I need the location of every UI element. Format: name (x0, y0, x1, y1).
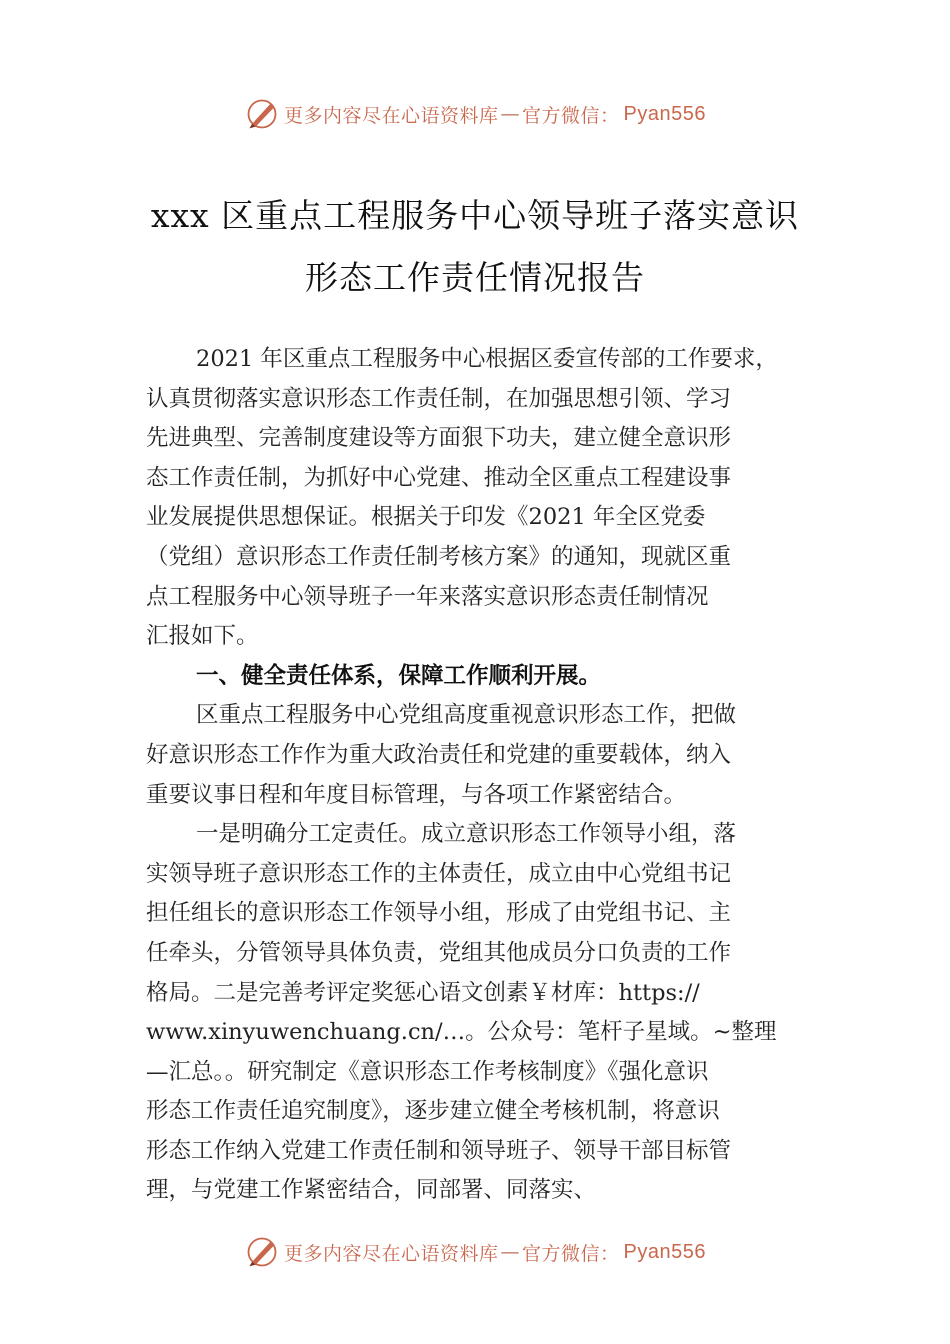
body-line: www.xinyuwenchuang.cn/…。公众号：笔杆子星域。~整理 (146, 1019, 777, 1046)
body-line: 点工程服务中心领导班子一年来落实意识形态责任制情况 (146, 583, 709, 610)
document-title-line-1: xxx 区重点工程服务中心领导班子落实意识 (150, 196, 800, 235)
banner-separator: — (500, 1241, 521, 1263)
banner-wechat-label: 官方微信： (522, 104, 620, 127)
banner-handle: Pyan556 (623, 102, 706, 125)
pen-logo-icon (244, 1234, 280, 1270)
body-line: 区重点工程服务中心党组高度重视意识形态工作，把做 (196, 702, 737, 729)
body-line: 形态工作纳入党建工作责任制和领导班子、领导干部目标管 (146, 1137, 732, 1164)
body-line: 态工作责任制，为抓好中心党建、推动全区重点工程建设事 (146, 464, 732, 491)
body-line: 好意识形态工作作为重大政治责任和党建的重要载体，纳入 (146, 741, 732, 768)
section-heading: 一、健全责任体系，保障工作顺利开展。 (196, 662, 602, 689)
body-line: 重要议事日程和年度目标管理，与各项工作紧密结合。 (146, 781, 687, 808)
body-line: 格局。二是完善考评定奖惩心语文创素￥材库：https:// (146, 979, 700, 1006)
banner-handle: Pyan556 (623, 1240, 706, 1263)
banner-text: 更多内容尽在心语资料库 (284, 104, 499, 127)
body-line: 业发展提供思想保证。根据关于印发《2021 年全区党委 (146, 504, 706, 531)
body-line: 先进典型、完善制度建设等方面狠下功夫，建立健全意识形 (146, 425, 732, 452)
body-line: 2021 年区重点工程服务中心根据区委宣传部的工作要求， (196, 346, 778, 372)
body-line: —汇总。。研究制定《意识形态工作考核制度》《强化意识 (146, 1058, 709, 1085)
body-line: 形态工作责任追究制度》，逐步建立健全考核机制，将意识 (146, 1098, 720, 1125)
body-line: 实领导班子意识形态工作的主体责任，成立由中心党组书记 (146, 860, 732, 887)
banner-text: 更多内容尽在心语资料库 (284, 1242, 499, 1265)
pen-logo-icon (244, 96, 280, 132)
banner-wechat-label: 官方微信： (522, 1242, 620, 1265)
banner-separator: — (500, 103, 521, 125)
body-line: 任牵头，分管领导具体负责，党组其他成员分口负责的工作 (146, 939, 732, 966)
document-body (146, 340, 812, 1211)
body-line: 理，与党建工作紧密结合，同部署、同落实、 (146, 1177, 597, 1204)
body-line: 担任组长的意识形态工作领导小组，形成了由党组书记、主 (146, 900, 732, 927)
watermark-banner-bottom (0, 1232, 950, 1272)
body-line: 汇报如下。 (146, 623, 259, 650)
body-line: 认真贯彻落实意识形态工作责任制，在加强思想引领、学习 (146, 385, 732, 412)
body-line: 一是明确分工定责任。成立意识形态工作领导小组，落 (196, 821, 737, 848)
watermark-banner-top (0, 94, 950, 134)
body-line: （党组）意识形态工作责任制考核方案》的通知，现就区重 (146, 543, 732, 570)
document-title-line-2: 形态工作责任情况报告 (305, 258, 645, 297)
